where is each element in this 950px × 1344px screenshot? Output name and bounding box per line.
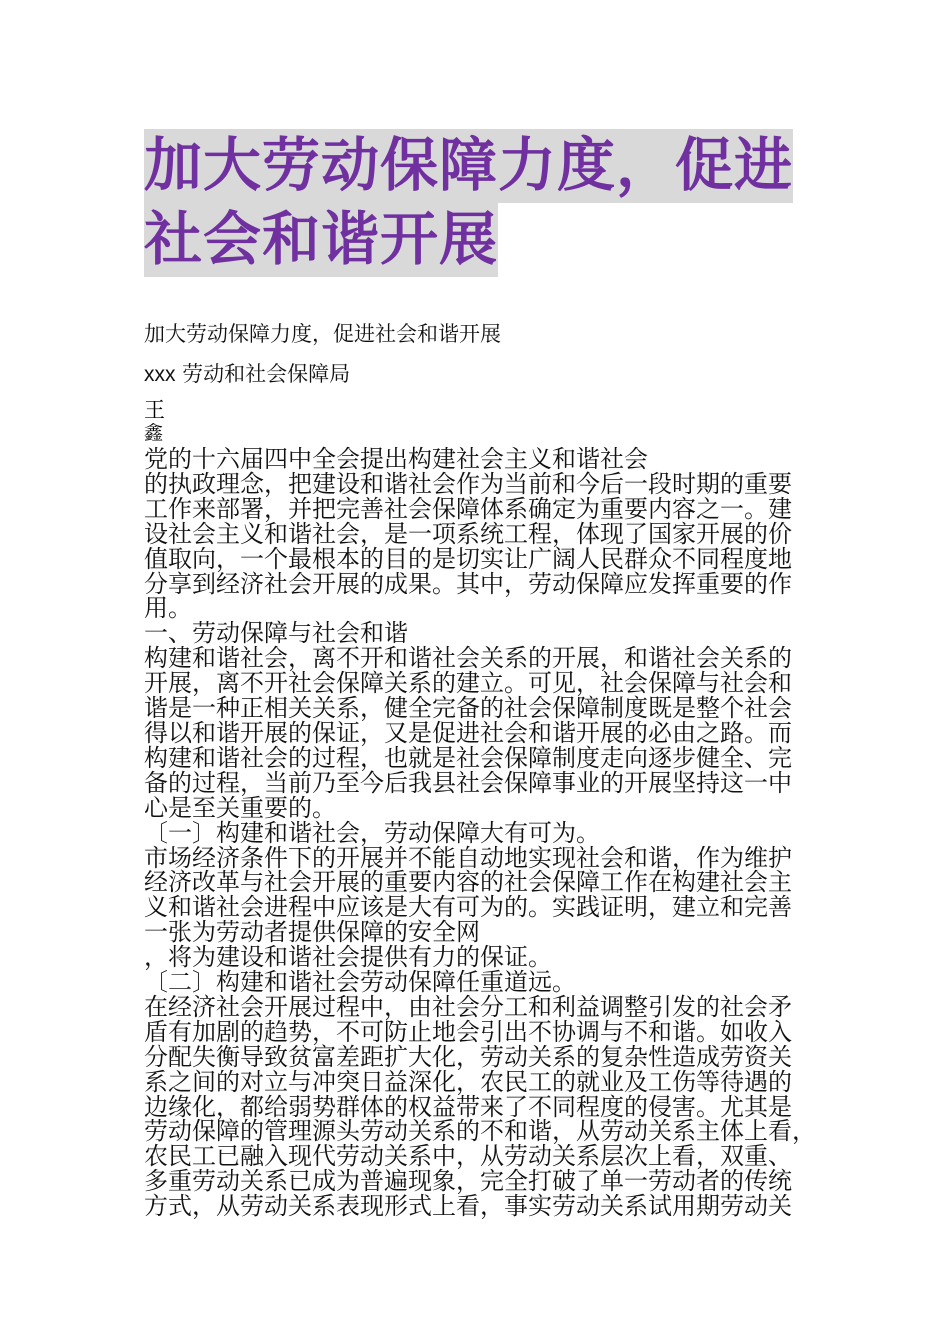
body-line: 设社会主义和谐社会，是一项系统工程，体现了国家开展的价 xyxy=(144,519,792,548)
author-char-1: 王 xyxy=(144,398,165,422)
organization-name: 劳动和社会保障局 xyxy=(175,362,351,386)
body-line: 系之间的对立与冲突日益深化，农民工的就业及工伤等待遇的 xyxy=(144,1067,792,1096)
body-line: 劳动保障的管理源头劳动关系的不和谐，从劳动关系主体上看， xyxy=(144,1117,816,1146)
body-line: 分享到经济社会开展的成果。其中，劳动保障应发挥重要的作 xyxy=(144,569,792,598)
author-char-2: 鑫 xyxy=(144,422,164,444)
body-line: 方式，从劳动关系表现形式上看，事实劳动关系试用期劳动关 xyxy=(144,1192,792,1221)
body-line: 盾有加剧的趋势，不可防止地会引出不协调与不和谐。如收入 xyxy=(144,1017,792,1046)
body-line: 分配失衡导致贫富差距扩大化，劳动关系的复杂性造成劳资关 xyxy=(144,1042,792,1071)
body-line: 构建和谐社会的过程，也就是社会保障制度走向逐步健全、完 xyxy=(144,743,792,772)
section-heading-1: 一、劳动保障与社会和谐 xyxy=(144,619,408,648)
document-subtitle: 加大劳动保障力度，促进社会和谐开展 xyxy=(144,322,501,346)
body-line: 一张为劳动者提供保障的安全网 xyxy=(144,918,480,947)
body-line: 义和谐社会进程中应该是大有可为的。实践证明，建立和完善 xyxy=(144,893,792,922)
body-line: 在经济社会开展过程中，由社会分工和利益调整引发的社会矛 xyxy=(144,992,792,1021)
body-line: 谐是一种正相关关系，健全完备的社会保障制度既是整个社会 xyxy=(144,694,792,723)
body-line: 市场经济条件下的开展并不能自动地实现社会和谐，作为维护 xyxy=(144,843,792,872)
document-body xyxy=(144,447,814,1219)
organization-prefix: xxx xyxy=(144,363,176,386)
body-line: 党的十六届四中全会提出构建社会主义和谐社会 xyxy=(144,445,648,473)
author-name xyxy=(144,398,165,444)
body-line: 用。 xyxy=(144,594,192,623)
document-title-line-2: 社会和谐开展 xyxy=(144,203,498,277)
subsection-heading-1: 〔一〕构建和谐社会，劳动保障大有可为。 xyxy=(144,818,600,847)
body-line: 多重劳动关系已成为普遍现象，完全打破了单一劳动者的传统 xyxy=(144,1167,792,1196)
body-line: 农民工已融入现代劳动关系中，从劳动关系层次上看，双重、 xyxy=(144,1142,792,1171)
document-title xyxy=(144,128,824,276)
body-line: 开展，离不开社会保障关系的建立。可见，社会保障与社会和 xyxy=(144,669,792,698)
body-line: 构建和谐社会，离不开和谐社会关系的开展，和谐社会关系的 xyxy=(144,644,792,673)
body-line: 心是至关重要的。 xyxy=(144,793,336,822)
body-line: 工作来部署，并把完善社会保障体系确定为重要内容之一。建 xyxy=(144,494,792,523)
body-line: ，将为建设和谐社会提供有力的保证。 xyxy=(144,943,552,972)
body-line: 边缘化，都给弱势群体的权益带来了不同程度的侵害。尤其是 xyxy=(144,1092,792,1121)
subsection-heading-2: 〔二〕构建和谐社会劳动保障任重道远。 xyxy=(144,968,576,997)
document-title-line-1: 加大劳动保障力度，促进 xyxy=(144,129,793,203)
body-line: 值取向，一个最根本的目的是切实让广阔人民群众不同程度地 xyxy=(144,544,792,573)
body-line: 得以和谐开展的保证，又是促进社会和谐开展的必由之路。而 xyxy=(144,718,792,747)
body-line: 的执政理念，把建设和谐社会作为当前和今后一段时期的重要 xyxy=(144,469,792,498)
organization-line xyxy=(144,360,350,389)
body-line: 备的过程，当前乃至今后我县社会保障事业的开展坚持这一中 xyxy=(144,768,792,797)
body-line: 经济改革与社会开展的重要内容的社会保障工作在构建社会主 xyxy=(144,868,792,897)
